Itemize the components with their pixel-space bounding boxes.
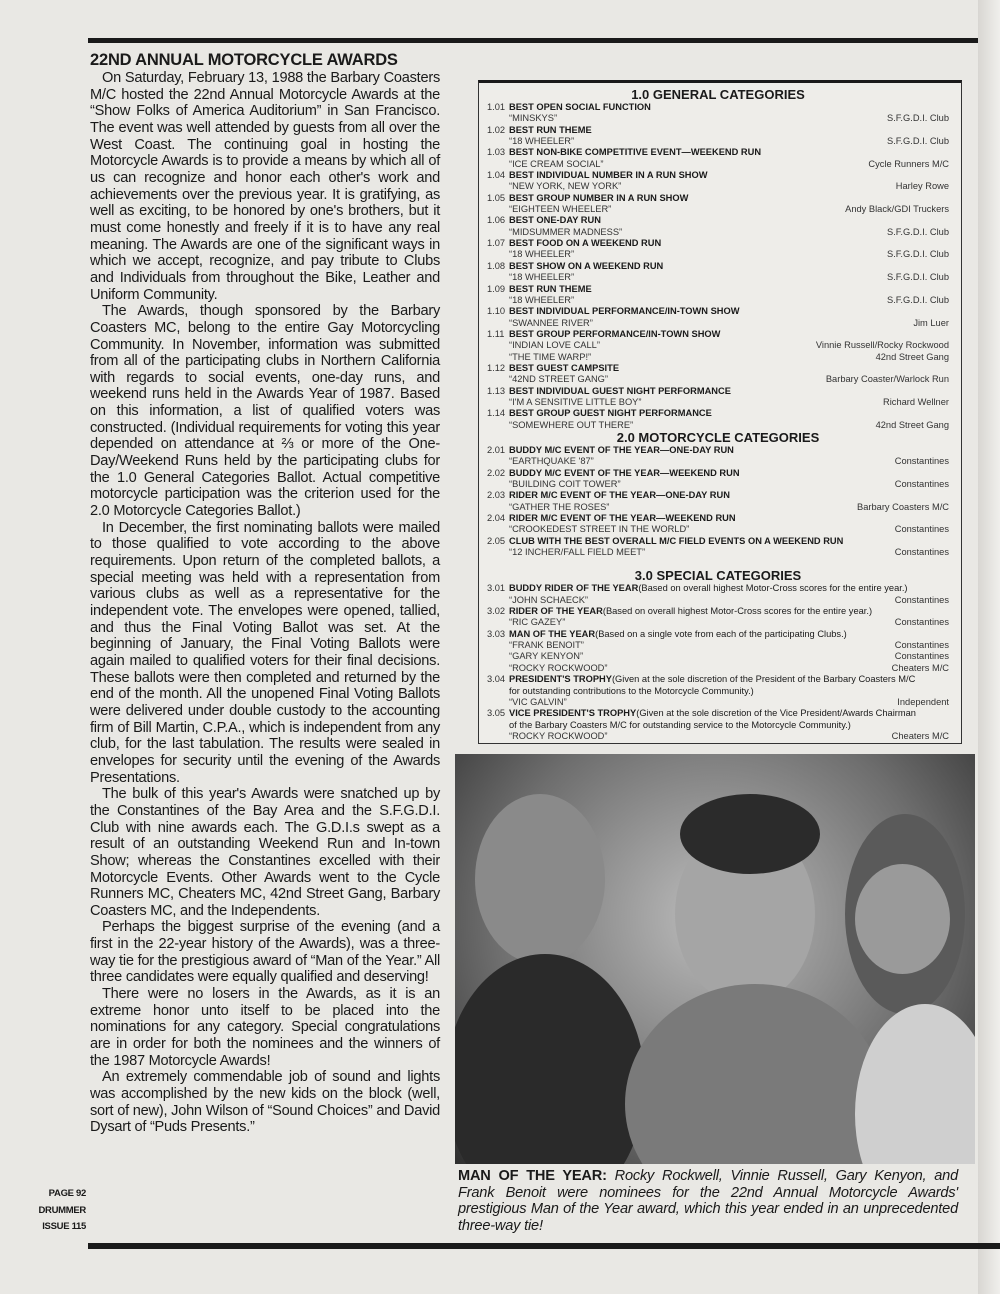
category-note: (Given at the sole discretion of the Vice President/Awards Chairman [636, 708, 916, 719]
category-number: 3.05 [487, 708, 506, 719]
category-number: 1.03 [487, 147, 506, 158]
category-number: 2.03 [487, 490, 506, 501]
category-note: for outstanding contributions to the Motorcycle Community.) [509, 685, 754, 696]
nominee: “EARTHQUAKE '87” [509, 456, 594, 467]
category-row [487, 536, 949, 547]
nominee: “CROOKEDEST STREET IN THE WORLD” [509, 524, 690, 535]
category-note: (Based on a single vote from each of the participating Clubs.) [595, 628, 847, 639]
winner-club: S.F.G.D.I. Club [887, 226, 949, 237]
nominee: “12 INCHER/FALL FIELD MEET” [509, 547, 646, 558]
category-number: 1.13 [487, 385, 506, 396]
category-row [487, 306, 949, 317]
category-number: 2.02 [487, 467, 506, 478]
category-number: 3.01 [487, 583, 506, 594]
section-heading: 1.0 GENERAL CATEGORIES [631, 87, 805, 102]
bottom-rule [88, 1243, 1000, 1249]
top-rule [88, 38, 1000, 43]
nominee: “18 WHEELER” [509, 272, 575, 283]
nominee: “ICE CREAM SOCIAL” [509, 158, 604, 169]
category-number: 1.14 [487, 408, 506, 419]
winner-club: Constantines [894, 547, 949, 558]
nominee: “JOHN SCHAECK” [509, 594, 589, 605]
adjacent-page-edge [978, 0, 1000, 1294]
winner-row [487, 595, 949, 606]
category-title: BEST GROUP PERFORMANCE/IN-TOWN SHOW [509, 328, 721, 339]
category-title: PRESIDENT'S TROPHY [509, 674, 612, 685]
winner-row [487, 113, 949, 124]
category-title: BUDDY M/C EVENT OF THE YEAR—WEEKEND RUN [509, 467, 740, 478]
nominee: “FRANK BENOIT” [509, 640, 584, 651]
winner-row [487, 181, 949, 192]
category-number: 1.08 [487, 260, 506, 271]
section-heading: 2.0 MOTORCYCLE CATEGORIES [616, 429, 820, 445]
article-headline: 22ND ANNUAL MOTORCYCLE AWARDS [90, 51, 398, 69]
section-heading: 3.0 SPECIAL CATEGORIES [634, 568, 802, 584]
category-note: (Based on overall highest Motor-Cross scores for the entire year.) [602, 606, 873, 617]
category-title: BEST INDIVIDUAL NUMBER IN A RUN SHOW [509, 170, 708, 181]
category-row [487, 606, 949, 617]
page-folio [34, 1186, 86, 1236]
category-title: BEST INDIVIDUAL PERFORMANCE/IN-TOWN SHOW [509, 306, 740, 317]
category-title: BEST GROUP GUEST NIGHT PERFORMANCE [509, 408, 712, 419]
man-of-the-year-photo [455, 754, 975, 1164]
category-row [487, 386, 949, 397]
winner-club: S.F.G.D.I. Club [887, 113, 949, 124]
nominee: “ROCKY ROCKWOOD” [509, 662, 608, 673]
nominee: “GATHER THE ROSES” [509, 501, 610, 512]
category-row [487, 445, 949, 456]
category-row [487, 125, 949, 136]
person-center-hair [680, 794, 820, 874]
winner-row [487, 227, 949, 238]
winner-row [487, 159, 949, 170]
category-title: BEST SHOW ON A WEEKEND RUN [509, 260, 664, 271]
nominee: “MINSKYS” [509, 113, 558, 124]
winner-row [487, 617, 949, 628]
paragraph: The Awards, though sponsored by the Barbary Coasters MC, belong to the entire Gay Motorcycling Community. In November, information was submitted from all of the participating clubs in Northern California with regards to social events, one-day runs, and weekend runs held in the Awards Year of 1987. Based on this information, a list of qualified voters was constructed. (Individual requirements for voting this year depended on attendance at ⅔ or more of the One-Day/Weekend Runs held by the participating clubs for the 1.0 General Categories Ballot. Actual competitive motorcycle participation was the criterion used for the 2.0 Motorcycle Categories Ballot.) [90, 303, 440, 520]
category-number: 1.12 [487, 362, 506, 373]
category-number: 1.04 [487, 170, 506, 181]
category-row [487, 513, 949, 524]
category-title: BEST FOOD ON A WEEKEND RUN [509, 238, 662, 249]
category-title: RIDER M/C EVENT OF THE YEAR—WEEKEND RUN [509, 513, 736, 524]
nominee: “MIDSUMMER MADNESS” [509, 226, 623, 237]
winner-club: Cheaters M/C [891, 730, 949, 741]
category-row [487, 468, 949, 479]
category-note: (Based on overall highest Motor-Cross scores for the entire year.) [638, 583, 908, 594]
nominee: “BUILDING COIT TOWER” [509, 479, 621, 489]
nominee: “42ND STREET GANG” [509, 374, 609, 385]
paragraph: On Saturday, February 13, 1988 the Barbary Coasters M/C hosted the 22nd Annual Motorcycle Awards at the “Show Folks of America Auditorium” in San Francisco. The event was well attended by guests from all over the West Coast. The continuing goal in hosting the Motorcycle Awards is to provide a means by which all of us can recognize and honor each other's work and achievements over the previous year. It is gratifying, as well as exciting, to be honored by one's brothers, but it must come honestly and freely if it is to have any real meaning. The Awards are one of the significant ways in which we accept, recognize, and pay tribute to Clubs and Individuals from throughout the Bike, Leather and Uniform Community. [90, 70, 440, 303]
winner-club: Andy Black/GDI Truckers [845, 204, 949, 215]
winner-club: Constantines [894, 479, 949, 489]
winner-row [487, 479, 949, 490]
nominee: “18 WHEELER” [509, 294, 575, 305]
winner-row [487, 524, 949, 535]
category-number: 3.04 [487, 674, 506, 685]
category-title: VICE PRESIDENT'S TROPHY [509, 708, 637, 719]
winner-club: 42nd Street Gang [875, 419, 949, 430]
winner-row [487, 374, 949, 385]
magazine-name: DRUMMER [38, 1204, 86, 1216]
nominee: “VIC GALVIN” [509, 696, 567, 707]
category-title: RIDER M/C EVENT OF THE YEAR—ONE-DAY RUN [509, 490, 730, 501]
winner-club: 42nd Street Gang [875, 351, 949, 362]
category-title: BEST NON-BIKE COMPETITIVE EVENT—WEEKEND RUN [509, 147, 762, 158]
category-number: 2.01 [487, 444, 506, 455]
category-row [487, 490, 949, 501]
caption-text: Rocky Rockwell, Vinnie Russell, Gary Kenyon, and Frank Benoit were nominees for the 22nd Annual Motorcycle Awards' prestigious Man of the Year award, which this year ended in an unprecedented three-way tie! [458, 1168, 958, 1234]
winner-row [487, 456, 949, 467]
category-title: BUDDY RIDER OF THE YEAR [509, 583, 639, 594]
paragraph: Perhaps the biggest surprise of the evening (and a first in the 22-year history of the Awards), was a three- way tie for the prestigious award of “Man of the Year.” All three candidates were equally qualified and deserving! [90, 919, 440, 986]
nominee: “THE TIME WARP!” [509, 351, 592, 362]
nominee: “RIC GAZEY” [509, 617, 566, 628]
winner-club: S.F.G.D.I. Club [887, 249, 949, 260]
category-note: (Given at the sole discretion of the President of the Barbary Coasters M/C [611, 674, 916, 685]
category-row [487, 674, 949, 685]
category-row [487, 215, 949, 226]
winner-club: Constantines [894, 456, 949, 467]
winner-club: Harley Rowe [895, 181, 949, 192]
category-title: BEST RUN THEME [509, 283, 592, 294]
winner-club: Barbary Coaster/Warlock Run [825, 374, 949, 385]
winner-club: Cycle Runners M/C [868, 158, 949, 169]
winner-club: Richard Wellner [883, 396, 949, 407]
awards-results-table [478, 80, 962, 744]
category-title: CLUB WITH THE BEST OVERALL M/C FIELD EVENTS ON A WEEKEND RUN [509, 535, 844, 546]
winner-club: Constantines [894, 594, 949, 605]
paragraph: The bulk of this year's Awards were snatched up by the Constantines of the Bay Area and the S.F.G.D.I. Club with nine awards each. The G.D.I.s swept as a result of an outstanding Weekend Run and In-town Show; whereas the Constantines excelled with their Motorcycle Events. Other Awards went to the Cycle Runners MC, Cheaters MC, 42nd Street Gang, Barbary Coasters MC, and the Independents. [90, 786, 440, 919]
category-row [487, 102, 949, 113]
nominee: “NEW YORK, NEW YORK” [509, 181, 622, 192]
nominee: “SWANNEE RIVER” [509, 317, 593, 328]
winner-club: S.F.G.D.I. Club [887, 294, 949, 305]
paragraph: An extremely commendable job of sound and lights was accomplished by the new kids on the block (well, sort of new), John Wilson of “Sound Choices” and David Dysart of “Puds Presents.” [90, 1069, 440, 1136]
person-right-body [855, 1004, 975, 1164]
category-title: RIDER OF THE YEAR [509, 606, 603, 617]
nominee: “EIGHTEEN WHEELER” [509, 204, 612, 215]
nominee: “SOMEWHERE OUT THERE” [509, 419, 634, 430]
category-row [487, 193, 949, 204]
category-title: BEST GUEST CAMPSITE [509, 362, 620, 373]
category-number: 3.03 [487, 628, 506, 639]
nominee: “ROCKY ROCKWOOD” [509, 730, 608, 741]
category-number: 2.04 [487, 513, 506, 524]
caption-lead: MAN OF THE YEAR: [458, 1168, 607, 1184]
winner-row [487, 318, 949, 329]
nominee: “18 WHEELER” [509, 249, 575, 260]
winner-club: Constantines [894, 651, 949, 662]
paragraph: In December, the first nominating ballots were mailed to those qualified to vote according to the above requirements. Upon return of the completed ballots, a special meeting was held with a representation from various clubs as well as a representative for the independent vote. The envelopes were opened, tallied, and thus the Final Voting Ballot was set. At the beginning of January, the Final Voting Ballots were again mailed to qualified voters for their final decisions. These ballots were then completed and returned by the end of the month. All the unopened Final Voting Ballots were delivered under double custody to the accounting firm of Bill Martin, C.P.A., which is independent from any club, for the last tabulation. The results were sealed in envelopes for security until the evening of the Awards Presentations. [90, 519, 440, 786]
winner-club: Constantines [894, 524, 949, 535]
nominee: “GARY KENYON” [509, 651, 584, 662]
category-title: BEST OPEN SOCIAL FUNCTION [509, 102, 651, 112]
category-title: BEST GROUP NUMBER IN A RUN SHOW [509, 192, 689, 203]
page-number: PAGE 92 [48, 1188, 86, 1199]
winner-row [487, 295, 949, 306]
category-row [487, 284, 949, 295]
category-row [487, 583, 949, 594]
nominee: “INDIAN LOVE CALL” [509, 340, 600, 351]
winner-club: Constantines [894, 617, 949, 628]
category-row [487, 708, 949, 719]
person-left-body [455, 954, 645, 1164]
photo-caption [458, 1168, 958, 1234]
category-number: 1.06 [487, 215, 506, 226]
winner-club: Constantines [894, 640, 949, 651]
category-number: 3.02 [487, 606, 506, 617]
winner-club: Barbary Coasters M/C [857, 501, 949, 512]
category-row [487, 329, 949, 340]
category-title: MAN OF THE YEAR [509, 628, 596, 639]
winner-row [487, 502, 949, 513]
winner-row [487, 272, 949, 283]
category-number: 1.09 [487, 283, 506, 294]
winner-row [487, 204, 949, 215]
category-title: BEST RUN THEME [509, 124, 592, 135]
winner-row [487, 136, 949, 147]
category-number: 1.02 [487, 124, 506, 135]
winner-row [487, 397, 949, 408]
person-left [475, 794, 605, 964]
winner-row [487, 352, 949, 363]
article-body [90, 70, 440, 1136]
winner-club: Jim Luer [913, 317, 949, 328]
category-number: 1.10 [487, 306, 506, 317]
winner-club: S.F.G.D.I. Club [887, 272, 949, 283]
nominee: “18 WHEELER” [509, 136, 575, 147]
winner-club: Cheaters M/C [891, 662, 949, 673]
winner-club: Independent [897, 696, 949, 707]
winner-row [487, 731, 949, 742]
category-row [487, 363, 949, 374]
category-row [487, 170, 949, 181]
winner-row [487, 640, 949, 651]
category-title: BEST ONE-DAY RUN [509, 215, 601, 226]
category-row [487, 408, 949, 419]
category-number: 1.05 [487, 192, 506, 203]
person-right-face [855, 864, 950, 974]
winner-row [487, 697, 949, 708]
category-title: BEST INDIVIDUAL GUEST NIGHT PERFORMANCE [509, 385, 731, 396]
category-row [487, 147, 949, 158]
winner-club: S.F.G.D.I. Club [887, 136, 949, 147]
person-center-body [625, 984, 885, 1164]
winner-row [487, 547, 949, 558]
category-title: BUDDY M/C EVENT OF THE YEAR—ONE-DAY RUN [509, 444, 734, 455]
paragraph: There were no losers in the Awards, as it is an extreme honor unto itself to be placed into the nominations for any category. Special congratulations are in order for both the nominees and the winners of the 1987 Motorcycle Awards! [90, 986, 440, 1069]
category-note: of the Barbary Coasters M/C for outstanding service to the Motorcycle Community.) [509, 719, 851, 730]
category-row [487, 238, 949, 249]
winner-row [487, 663, 949, 674]
winner-club: Vinnie Russell/Rocky Rockwood [815, 340, 949, 351]
nominee: “I'M A SENSITIVE LITTLE BOY” [509, 396, 642, 407]
winner-row [487, 340, 949, 351]
category-number: 1.01 [487, 102, 506, 112]
category-row [487, 261, 949, 272]
category-row [487, 629, 949, 640]
winner-row [487, 651, 949, 662]
issue-number: ISSUE 115 [42, 1221, 86, 1233]
winner-row [487, 249, 949, 260]
category-number: 1.07 [487, 238, 506, 249]
category-number: 1.11 [487, 328, 505, 339]
category-number: 2.05 [487, 535, 506, 546]
